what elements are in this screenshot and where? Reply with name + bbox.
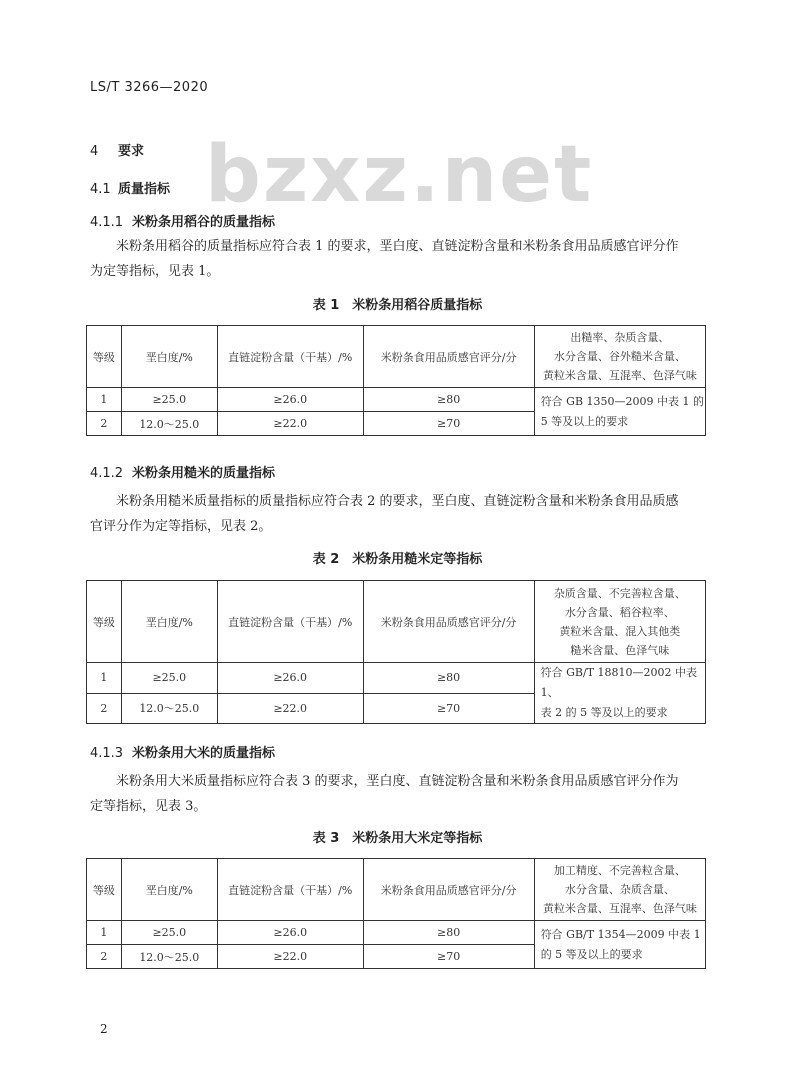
- standard-code: LS/T 3266—2020: [90, 80, 209, 95]
- header-cell: 直链淀粉含量（干基）/%: [217, 859, 363, 921]
- table-cell: ≥80: [363, 921, 534, 945]
- table-cell: ≥80: [363, 388, 534, 412]
- header-cell: 垩白度/%: [121, 581, 217, 663]
- section-title: 米粉条用大米的质量指标: [132, 746, 276, 761]
- note-line: 符合 GB/T 1354—2009 中表 1: [540, 927, 701, 941]
- table-cell: ≥22.0: [217, 412, 363, 436]
- header-line: 杂质含量、不完善粒含量、: [553, 586, 686, 600]
- table-cell: ≥70: [363, 412, 534, 436]
- table-cell: 2: [87, 945, 122, 969]
- header-line: 出糙率、杂质含量、: [570, 331, 670, 344]
- header-line: 水分含量、杂质含量、: [564, 883, 675, 896]
- note-line: 5 等及以上的要求: [540, 414, 629, 428]
- table-cell: ≥26.0: [217, 663, 363, 694]
- table-cell: 1: [87, 921, 122, 945]
- section-title: 要求: [118, 144, 145, 159]
- section-number: 4.1.1: [90, 215, 124, 230]
- paragraph-line: 米粉条用大米质量指标应符合表 3 的要求，垩白度、直链淀粉含量和米粉条食用品质感官评分作为: [116, 774, 679, 789]
- section-number: 4.1: [90, 182, 111, 197]
- table-cell: ≥22.0: [217, 945, 363, 969]
- header-cell: 等级: [87, 581, 122, 663]
- table-cell: ≥25.0: [121, 921, 217, 945]
- table-cell: ≥70: [363, 693, 534, 724]
- table-cell: ≥80: [363, 663, 534, 694]
- page-number: 2: [100, 1022, 108, 1036]
- section-4-1-heading: [90, 178, 170, 197]
- header-cell: [534, 859, 705, 921]
- section-4-1-2-heading: [90, 462, 275, 481]
- header-cell: 垩白度/%: [121, 326, 217, 388]
- table-note-cell: [534, 388, 705, 436]
- table-note-cell: [534, 663, 705, 724]
- paragraph-line: 米粉条用稻谷的质量指标应符合表 1 的要求，垩白度、直链淀粉含量和米粉条食用品质感官评分作: [116, 239, 679, 254]
- table-cell: ≥22.0: [217, 693, 363, 724]
- table-cell: 2: [87, 693, 122, 724]
- header-cell: 米粉条食用品质感官评分/分: [363, 859, 534, 921]
- header-line: 黄粒米含量、混入其他类: [559, 624, 681, 638]
- header-cell: 米粉条食用品质感官评分/分: [363, 326, 534, 388]
- table-header-row: [87, 326, 706, 388]
- paragraph-line: 官评分作为定等指标，见表 2。: [90, 519, 272, 534]
- header-cell: 直链淀粉含量（干基）/%: [217, 326, 363, 388]
- paragraph-4-1-3: [90, 769, 710, 819]
- paragraph-line: 定等指标，见表 3。: [90, 799, 207, 814]
- table-cell: 1: [87, 388, 122, 412]
- paragraph-line: 为定等指标，见表 1。: [90, 264, 220, 279]
- header-line: 加工精度、不完善粒含量、: [553, 864, 686, 877]
- table-row: [87, 921, 706, 945]
- header-cell: [534, 581, 705, 663]
- note-line: 符合 GB 1350—2009 中表 1 的: [540, 394, 705, 408]
- table-note-cell: [534, 921, 705, 969]
- header-cell: 直链淀粉含量（干基）/%: [217, 581, 363, 663]
- table-1: [86, 325, 706, 436]
- paragraph-4-1-2: [90, 489, 710, 539]
- note-line: 的 5 等及以上的要求: [540, 947, 643, 961]
- header-line: 水分含量、稻谷粒率、: [564, 605, 675, 619]
- section-number: 4: [90, 144, 99, 159]
- header-line: 糙米含量、色泽气味: [570, 643, 670, 657]
- header-cell: 等级: [87, 859, 122, 921]
- header-line: 黄粒米含量、互混率、色泽气味: [542, 902, 697, 915]
- note-line: 符合 GB/T 18810—2002 中表 1、: [540, 666, 698, 699]
- table-header-row: [87, 859, 706, 921]
- section-number: 4.1.2: [90, 466, 124, 481]
- table-cell: ≥25.0: [121, 663, 217, 694]
- section-4-1-1-heading: [90, 211, 275, 230]
- table-cell: 1: [87, 663, 122, 694]
- table-cell: 12.0～25.0: [121, 945, 217, 969]
- table-3-caption: 表 3 米粉条用大米定等指标: [312, 831, 483, 846]
- section-title: 米粉条用稻谷的质量指标: [132, 215, 276, 230]
- header-line: 水分含量、谷外糙米含量、: [553, 350, 686, 363]
- table-row: [87, 663, 706, 694]
- header-cell: 垩白度/%: [121, 859, 217, 921]
- table-cell: ≥26.0: [217, 388, 363, 412]
- section-title: 质量指标: [118, 182, 171, 197]
- note-line: 表 2 的 5 等及以上的要求: [540, 706, 668, 719]
- table-cell: ≥25.0: [121, 388, 217, 412]
- header-cell: 等级: [87, 326, 122, 388]
- table-cell: ≥26.0: [217, 921, 363, 945]
- header-cell: [534, 326, 705, 388]
- table-cell: ≥70: [363, 945, 534, 969]
- table-header-row: [87, 581, 706, 663]
- table-cell: 2: [87, 412, 122, 436]
- header-line: 黄粒米含量、互混率、色泽气味: [542, 369, 697, 382]
- section-title: 米粉条用糙米的质量指标: [132, 466, 276, 481]
- table-1-caption: 表 1 米粉条用稻谷质量指标: [312, 298, 483, 313]
- section-4-1-3-heading: [90, 742, 275, 761]
- table-2: [86, 580, 706, 724]
- table-2-caption: 表 2 米粉条用糙米定等指标: [312, 552, 483, 567]
- header-cell: 米粉条食用品质感官评分/分: [363, 581, 534, 663]
- table-cell: 12.0～25.0: [121, 693, 217, 724]
- section-4-heading: [90, 140, 144, 159]
- watermark: bzxz.net: [205, 130, 594, 220]
- section-number: 4.1.3: [90, 746, 124, 761]
- table-row: [87, 388, 706, 412]
- paragraph-4-1-1: [90, 234, 710, 284]
- paragraph-line: 米粉条用糙米质量指标的质量指标应符合表 2 的要求，垩白度、直链淀粉含量和米粉条食用品质感: [116, 494, 679, 509]
- table-cell: 12.0～25.0: [121, 412, 217, 436]
- table-3: [86, 858, 706, 969]
